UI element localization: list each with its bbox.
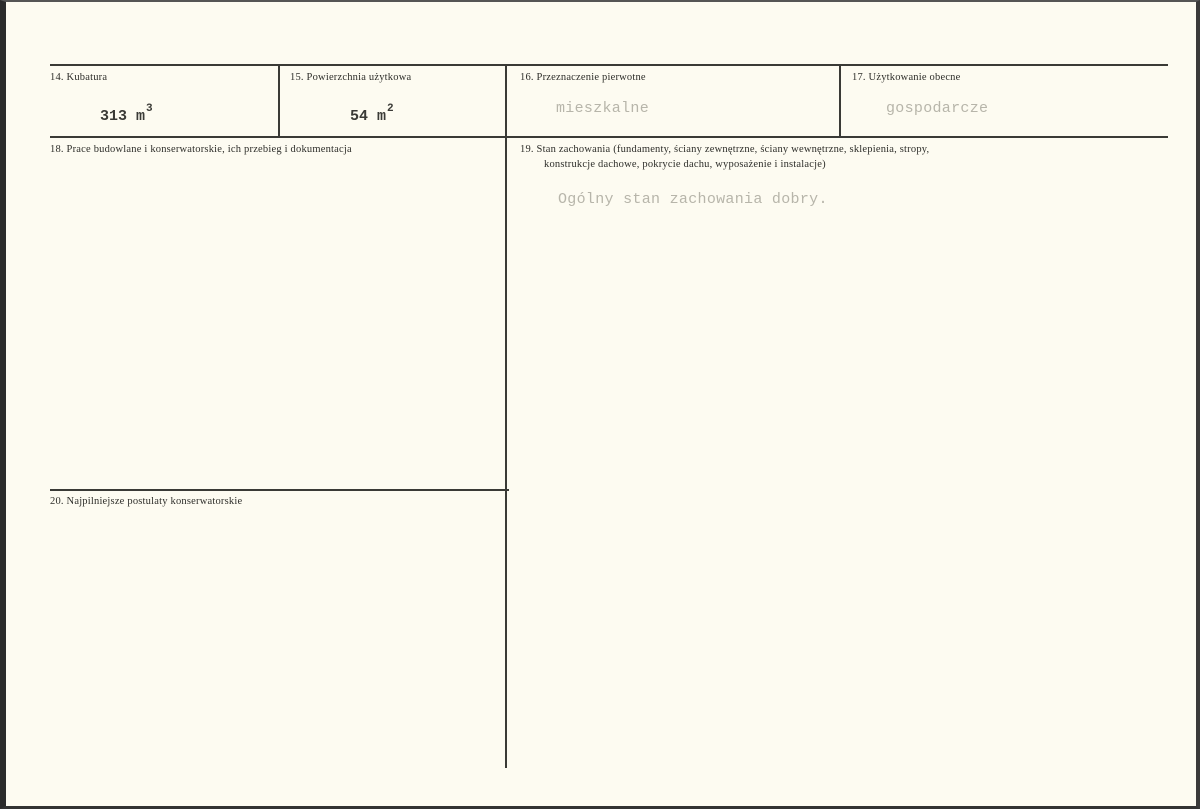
- col-divider-main: [505, 65, 507, 768]
- stan-value: Ogólny stan zachowania dobry.: [558, 191, 828, 208]
- kubatura-exponent: 3: [146, 103, 153, 115]
- col-divider-1: [278, 65, 280, 137]
- kubatura-number: 313 m: [100, 108, 146, 125]
- powierzchnia-number: 54 m: [350, 108, 387, 125]
- row-divider-rule: [50, 136, 1168, 138]
- col-divider-3: [839, 65, 841, 137]
- prace-label: 18. Prace budowlane i konserwatorskie, ich przebieg i dokumentacja: [50, 144, 352, 155]
- kubatura-value: [100, 103, 153, 125]
- powierzchnia-label: 15. Powierzchnia użytkowa: [290, 72, 412, 83]
- top-rule: [50, 64, 1168, 66]
- przeznaczenie-label: 16. Przeznaczenie pierwotne: [520, 72, 646, 83]
- stan-label-line2: konstrukcje dachowe, pokrycie dachu, wyposażenie i instalacje): [544, 159, 826, 170]
- uzytkowanie-label: 17. Użytkowanie obecne: [852, 72, 961, 83]
- stan-label-line1: 19. Stan zachowania (fundamenty, ściany zewnętrzne, ściany wewnętrzne, sklepienia, stropy,: [520, 144, 930, 155]
- section-divider-rule: [50, 489, 509, 491]
- powierzchnia-exponent: 2: [387, 103, 394, 115]
- powierzchnia-value: [350, 103, 394, 125]
- uzytkowanie-value: gospodarcze: [886, 100, 989, 117]
- przeznaczenie-value: mieszkalne: [556, 100, 650, 117]
- postulaty-label: 20. Najpilniejsze postulaty konserwatorskie: [50, 496, 243, 507]
- kubatura-label: 14. Kubatura: [50, 72, 108, 83]
